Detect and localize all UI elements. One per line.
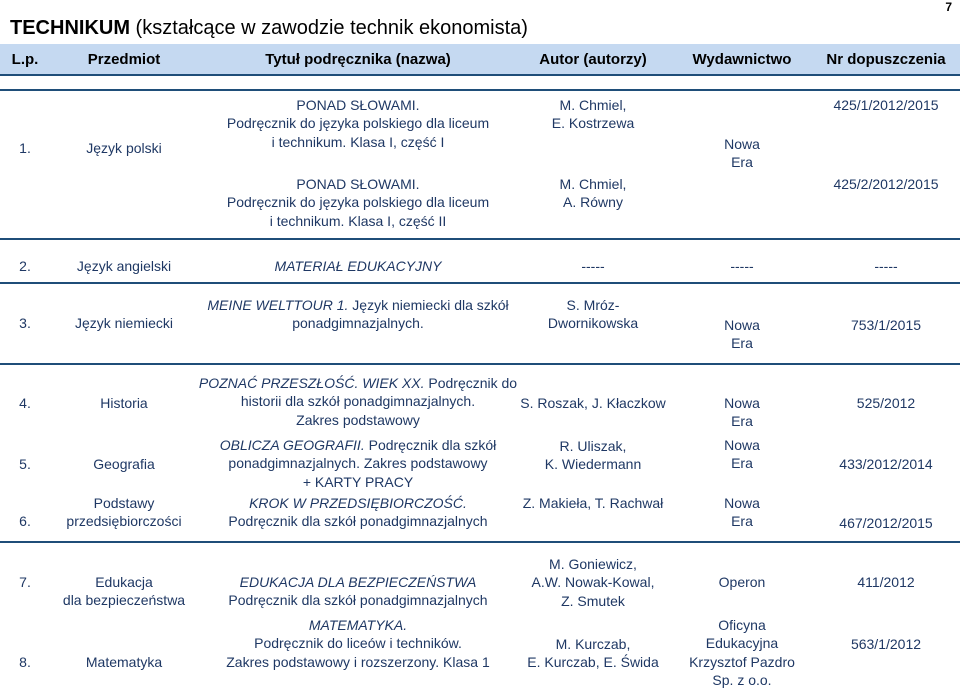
row7-subject: Edukacja dla bezpieczeństwa	[62, 574, 186, 609]
row1-approval-part2: 425/2/2012/2015	[833, 176, 939, 192]
rule-row1-bottom	[0, 238, 960, 240]
row2-lp: 2.	[19, 258, 31, 274]
row8-title: MATEMATYKA. Podręcznik do liceów i techników. Zakres podstawowy i rozszerzony. Klasa 1	[226, 617, 490, 670]
row1-approval-part1: 425/1/2012/2015	[833, 97, 939, 113]
row8-author: M. Kurczab, E. Kurczab, E. Świda	[527, 636, 659, 671]
rule-row1-top	[0, 89, 960, 91]
row7-publisher: Operon	[718, 574, 766, 590]
header-author: Autor (autorzy)	[539, 51, 647, 68]
page-title: TECHNIKUM (kształcące w zawodzie technik ekonomista)	[10, 17, 528, 39]
header-approval: Nr dopuszczenia	[826, 51, 946, 68]
row6-subject: Podstawy przedsiębiorczości	[66, 495, 182, 530]
row2-publisher: -----	[730, 258, 754, 274]
row1-lp: 1.	[19, 140, 31, 156]
row8-publisher: Oficyna Edukacyjna Krzysztof Pazdro Sp. z o.o.	[689, 617, 795, 689]
row2-author: -----	[581, 258, 605, 274]
header-lp: L.p.	[11, 51, 39, 68]
row5-subject: Geografia	[93, 456, 155, 472]
row7-title: EDUKACJA DLA BEZPIECZEŃSTWA Podręcznik dla szkół ponadgimnazjalnych	[228, 574, 488, 609]
row5-lp: 5.	[19, 456, 31, 472]
row6-approval: 467/2012/2015	[839, 515, 933, 531]
row5-publisher: Nowa Era	[724, 437, 760, 472]
row3-lp: 3.	[19, 315, 31, 331]
row7-author: M. Goniewicz, A.W. Nowak-Kowal, Z. Smutek	[531, 556, 655, 609]
row2-approval: -----	[874, 258, 898, 274]
row3-approval: 753/1/2015	[850, 317, 922, 333]
row1-title-part1: PONAD SŁOWAMI. Podręcznik do języka polskiego dla liceum i technikum. Klasa I, część I	[226, 97, 490, 150]
row8-approval: 563/1/2012	[850, 636, 922, 652]
row4-publisher: Nowa Era	[724, 395, 760, 430]
row6-title: KROK W PRZEDSIĘBIORCZOŚĆ. Podręcznik dla szkół ponadgimnazjalnych	[228, 495, 488, 530]
row2-title: MATERIAŁ EDUKACYJNY	[274, 258, 442, 274]
header-book-title: Tytuł podręcznika (nazwa)	[265, 51, 451, 68]
row2-subject: Język angielski	[76, 258, 172, 274]
row1-author-part2: M. Chmiel, A. Równy	[559, 176, 627, 211]
row4-lp: 4.	[19, 395, 31, 411]
header-subject: Przedmiot	[87, 51, 161, 68]
row1-title-part2: PONAD SŁOWAMI. Podręcznik do języka polskiego dla liceum i technikum. Klasa I, część II	[226, 176, 490, 229]
row5-author: R. Uliszak, K. Wiedermann	[544, 438, 642, 473]
row4-approval: 525/2012	[856, 395, 916, 411]
row8-subject: Matematyka	[85, 654, 163, 670]
row6-publisher: Nowa Era	[724, 495, 760, 530]
row7-lp: 7.	[19, 574, 31, 590]
row3-publisher: Nowa Era	[724, 317, 760, 352]
row3-author: S. Mróz- Dwornikowska	[547, 297, 639, 332]
row4-title: POZNAĆ PRZESZŁOŚĆ. WIEK XX. Podręcznik do historii dla szkół ponadgimnazjalnych. Zakres podstawowy	[198, 375, 518, 428]
page-number: 7	[945, 0, 952, 14]
row7-approval: 411/2012	[857, 574, 915, 590]
row4-subject: Historia	[100, 395, 148, 411]
row5-approval: 433/2012/2014	[839, 456, 933, 472]
header-publisher: Wydawnictwo	[692, 51, 792, 68]
row1-subject: Język polski	[86, 140, 162, 156]
rule-row3-bottom	[0, 363, 960, 365]
rule-row2-bottom	[0, 282, 960, 284]
row6-lp: 6.	[19, 513, 31, 529]
row5-title: OBLICZA GEOGRAFII. Podręcznik dla szkół ponadgimnazjalnych. Zakres podstawowy + KARTY PRACY	[219, 437, 497, 490]
row4-author: S. Roszak, J. Kłaczkow	[520, 395, 666, 411]
row1-publisher: Nowa Era	[724, 136, 760, 171]
row3-subject: Język niemiecki	[74, 315, 174, 331]
row1-author-part1: M. Chmiel, E. Kostrzewa	[551, 97, 635, 132]
row6-author: Z. Makieła, T. Rachwał	[522, 495, 664, 511]
row3-title: MEINE WELTTOUR 1. Język niemiecki dla szkół ponadgimnazjalnych.	[207, 297, 509, 332]
rule-header-bottom	[0, 74, 960, 76]
row8-lp: 8.	[19, 654, 31, 670]
rule-row6-bottom	[0, 541, 960, 543]
